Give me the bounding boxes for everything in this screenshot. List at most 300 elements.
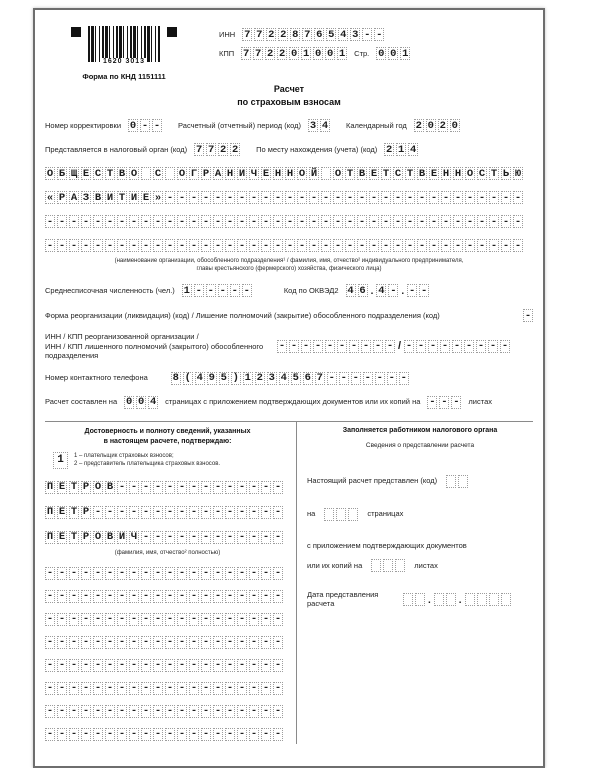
cell: -	[106, 239, 114, 252]
cell: -	[70, 728, 78, 741]
cell: -	[106, 705, 114, 718]
cell: Т	[70, 531, 78, 544]
cell: -	[386, 340, 394, 353]
pages-count-cells	[124, 396, 158, 409]
cell: -	[310, 215, 318, 228]
cell: Г	[190, 167, 198, 180]
cell: -	[478, 215, 486, 228]
cell: В	[94, 191, 102, 204]
inspector-subtitle: Сведения о представлении расчета	[365, 441, 475, 449]
cell: )	[232, 372, 239, 384]
cell-row	[45, 659, 290, 672]
cell: -	[70, 590, 78, 603]
cell	[446, 593, 456, 606]
cell: -	[514, 191, 522, 204]
cell: -	[82, 659, 90, 672]
cell: -	[302, 340, 310, 353]
kpp-row	[219, 47, 410, 60]
cell: -	[94, 636, 102, 649]
cell: 0	[378, 47, 385, 60]
cell: -	[166, 590, 174, 603]
correction-label: Номер корректировки	[45, 121, 122, 130]
cell: 1	[402, 47, 409, 60]
cell: 0	[390, 47, 397, 60]
cell: -	[202, 191, 210, 204]
period-cells	[308, 119, 330, 132]
cell-row	[45, 531, 290, 544]
cell: -	[118, 682, 126, 695]
cell: О	[94, 481, 102, 494]
cell: -	[46, 728, 54, 741]
cell-row	[45, 506, 290, 519]
cell	[446, 475, 456, 488]
period-label: Расчетный (отчетный) период (код)	[178, 121, 301, 130]
attestation-legend-line2: 2 – представитель плательщика страховых взносов.	[74, 460, 221, 467]
cell: Р	[82, 481, 90, 494]
pages-label-1: Расчет составлен на	[45, 397, 118, 407]
cell: -	[202, 659, 210, 672]
cell: -	[262, 682, 270, 695]
cell: -	[154, 481, 162, 494]
cell: -	[202, 636, 210, 649]
cell: 4	[149, 396, 157, 408]
inn-cells	[242, 28, 384, 41]
cell: Р	[82, 531, 90, 544]
cell: -	[442, 191, 450, 204]
cell: -	[106, 659, 114, 672]
year-cells	[414, 119, 460, 132]
cell: -	[298, 239, 306, 252]
cell: -	[142, 239, 150, 252]
attestation-code-row	[53, 452, 290, 469]
cell: -	[118, 659, 126, 672]
cell: -	[178, 531, 186, 544]
cell: -	[58, 705, 66, 718]
cell: -	[190, 239, 198, 252]
inspector-pages-cells	[324, 508, 358, 521]
cell: -	[166, 659, 174, 672]
cell: О	[130, 167, 138, 180]
name-caption: (фамилия, имя, отчество² полностью)	[114, 549, 221, 556]
okved-cells	[346, 284, 430, 297]
cell: Е	[82, 167, 90, 180]
attestation-title-line2: в настоящем расчете, подтверждаю:	[103, 437, 232, 445]
cell: 0	[129, 119, 137, 132]
cell: -	[130, 659, 138, 672]
inspector-copies-cells	[371, 559, 405, 572]
cell: -	[250, 590, 258, 603]
cell: С	[478, 167, 486, 180]
cell: -	[130, 590, 138, 603]
cell: -	[466, 215, 474, 228]
cell: -	[46, 659, 54, 672]
cell: -	[250, 239, 258, 252]
cell: -	[394, 191, 402, 204]
cell: -	[214, 531, 222, 544]
cell: -	[262, 728, 270, 741]
inn-label: ИНН	[219, 29, 236, 39]
cell: -	[70, 659, 78, 672]
okved-label: Код по ОКВЭД2	[283, 286, 339, 296]
cell: -	[429, 340, 437, 353]
cell: -	[178, 506, 186, 519]
cell: -	[154, 613, 162, 626]
cell: -	[262, 506, 270, 519]
cell: -	[141, 119, 149, 132]
cell: -	[465, 340, 473, 353]
reorg-kpp-cells	[404, 340, 510, 353]
reorg-innkpp-label-line2: ИНН / КПП лишенного полномочий (закрытого) обособленного	[45, 341, 264, 351]
cell: -	[178, 705, 186, 718]
cell: -	[142, 481, 150, 494]
cell: -	[490, 239, 498, 252]
cell: -	[262, 531, 270, 544]
cell: Е	[58, 481, 66, 494]
cell: -	[390, 284, 397, 297]
location-label: По месту нахождения (учета) (код)	[256, 145, 378, 154]
attach-docs-label: с приложением подтверждающих документов	[307, 540, 467, 550]
cell: -	[417, 340, 425, 353]
cell: -	[442, 215, 450, 228]
cell-row	[45, 613, 290, 626]
cell: -	[118, 215, 126, 228]
cell: 0	[137, 396, 145, 408]
cell: -	[370, 239, 378, 252]
headcount-cells	[182, 284, 252, 297]
reorg-label: Форма реорганизации (ликвидация) (код) / Лишение полномочий (закрытие) обособленного подразделения (код)	[45, 311, 440, 321]
cell	[165, 167, 175, 180]
barcode-digits: 1620 3013	[102, 58, 146, 65]
inspector-title: Заполняется работником налогового органа	[342, 426, 498, 434]
cell: -	[178, 590, 186, 603]
cell: -	[94, 239, 102, 252]
cell: А	[70, 191, 78, 204]
cell	[501, 593, 511, 606]
cell: -	[231, 284, 238, 297]
cell: 7	[304, 28, 311, 41]
cell: -	[153, 119, 161, 132]
reorg-inn-cells	[277, 340, 395, 353]
cell: -	[376, 28, 383, 41]
cell: -	[358, 239, 366, 252]
cell: -	[214, 636, 222, 649]
cell: -	[82, 590, 90, 603]
cell: (	[184, 372, 191, 384]
cell: -	[346, 191, 354, 204]
cell: -	[406, 215, 414, 228]
cell	[403, 593, 413, 606]
cell: -	[274, 682, 282, 695]
cell: -	[58, 215, 66, 228]
org-caption-line2: главы крестьянского (фермерского) хозяйства, физического лица)	[196, 266, 382, 273]
cell: -	[418, 239, 426, 252]
cell: 5	[220, 372, 227, 384]
cell: -	[178, 728, 186, 741]
cell: 7	[316, 372, 323, 384]
cell: Н	[226, 167, 234, 180]
cell: -	[262, 705, 270, 718]
cell: -	[262, 239, 270, 252]
cell: -	[238, 659, 246, 672]
cell: -	[262, 659, 270, 672]
cell: -	[94, 506, 102, 519]
cell: 1	[303, 47, 310, 60]
cell: -	[441, 340, 449, 353]
signature-blank-rows	[45, 567, 290, 741]
cell-row	[45, 167, 533, 180]
cell: -	[420, 284, 428, 297]
cell: 4	[280, 372, 287, 384]
barcode	[88, 26, 160, 65]
inspector-pages-row	[307, 508, 533, 521]
cell: -	[46, 215, 54, 228]
cell: -	[286, 191, 294, 204]
cell: -	[202, 506, 210, 519]
cell: 3	[268, 372, 275, 384]
cell: -	[70, 682, 78, 695]
cell: -	[178, 215, 186, 228]
cell: -	[274, 636, 282, 649]
cell: -	[238, 191, 246, 204]
cell: -	[274, 215, 282, 228]
cell: -	[178, 636, 186, 649]
form-title	[45, 83, 533, 108]
cell: -	[58, 636, 66, 649]
cell: Ч	[130, 531, 138, 544]
attach-count-cells	[427, 396, 461, 409]
cell: С	[94, 167, 102, 180]
cell: -	[214, 590, 222, 603]
cell: -	[142, 682, 150, 695]
cell-row	[45, 705, 290, 718]
cell: -	[154, 506, 162, 519]
cell: Н	[442, 167, 450, 180]
cell: -	[478, 191, 486, 204]
cell: 0	[327, 47, 334, 60]
phone-label: Номер контактного телефона	[45, 373, 148, 383]
cell: 3	[309, 119, 317, 132]
cell	[434, 593, 444, 606]
cell: -	[214, 567, 222, 580]
cell: -	[214, 506, 222, 519]
cell: С	[154, 167, 162, 180]
page-number-cells	[376, 47, 410, 60]
cell: -	[352, 372, 359, 384]
cell: -	[166, 728, 174, 741]
cell-row	[45, 191, 533, 204]
cell: Е	[58, 506, 66, 519]
cell: 0	[427, 119, 434, 132]
cell: -	[226, 705, 234, 718]
cell: 0	[125, 396, 133, 408]
cell: 4	[347, 284, 354, 297]
cell: -	[130, 215, 138, 228]
cell	[477, 593, 487, 606]
cell: -	[214, 191, 222, 204]
cell: -	[370, 191, 378, 204]
cell: -	[238, 215, 246, 228]
cell: -	[489, 340, 497, 353]
cell: -	[130, 506, 138, 519]
cell: -	[178, 239, 186, 252]
cell: -	[166, 705, 174, 718]
cell: -	[418, 215, 426, 228]
cell: Щ	[70, 167, 78, 180]
cell: -	[514, 215, 522, 228]
cell: -	[142, 567, 150, 580]
cell: -	[46, 613, 54, 626]
cell: 2	[268, 28, 275, 41]
cell: -	[274, 567, 282, 580]
cell: -	[94, 590, 102, 603]
cell: 7	[195, 143, 203, 156]
cell: -	[408, 284, 416, 297]
cell: -	[82, 728, 90, 741]
cell: -	[178, 191, 186, 204]
cell: -	[262, 481, 270, 494]
submission-date-row	[307, 590, 533, 609]
cell: -	[202, 481, 210, 494]
cell: 0	[451, 119, 458, 132]
cell: Т	[382, 167, 390, 180]
cell: О	[46, 167, 54, 180]
pages-label-2: страницах с приложением подтверждающих документов или их копий на	[165, 397, 421, 407]
cell: -	[274, 590, 282, 603]
cell: -	[190, 191, 198, 204]
correction-line	[45, 119, 533, 132]
cell: В	[418, 167, 426, 180]
cell-row	[45, 636, 290, 649]
cell: -	[130, 481, 138, 494]
cell: -	[58, 567, 66, 580]
cell: 1	[244, 372, 251, 384]
cell: -	[430, 215, 438, 228]
cell: О	[334, 167, 342, 180]
cell: -	[118, 636, 126, 649]
cell: 2	[231, 143, 239, 156]
cell: -	[82, 215, 90, 228]
cell: -	[82, 239, 90, 252]
cell: -	[214, 682, 222, 695]
cell: -	[454, 191, 462, 204]
cell-row	[45, 728, 290, 741]
cell: -	[262, 613, 270, 626]
cell: -	[502, 215, 510, 228]
cell: -	[374, 340, 382, 353]
cell: -	[202, 682, 210, 695]
cell: В	[106, 531, 114, 544]
cell: -	[346, 215, 354, 228]
cell: -	[405, 340, 413, 353]
cell: -	[190, 705, 198, 718]
cell	[324, 508, 334, 521]
cell: -	[226, 613, 234, 626]
cell: 4	[196, 372, 203, 384]
cell: -	[82, 682, 90, 695]
cell: -	[290, 340, 298, 353]
cell: -	[238, 728, 246, 741]
cell	[415, 593, 425, 606]
cell: -	[178, 682, 186, 695]
cell: -	[166, 531, 174, 544]
correction-cells	[128, 119, 162, 132]
cell: -	[190, 531, 198, 544]
cell: 6	[316, 28, 323, 41]
submitted-code-label: Настоящий расчет представлен (код)	[307, 476, 438, 486]
cell: -	[226, 239, 234, 252]
cell: -	[202, 590, 210, 603]
cell: -	[334, 215, 342, 228]
cell: 0	[291, 47, 298, 60]
cell: -	[250, 481, 258, 494]
cell: -	[226, 728, 234, 741]
cell: -	[250, 613, 258, 626]
cell: Т	[406, 167, 414, 180]
cell: Ч	[250, 167, 258, 180]
cell	[141, 167, 151, 180]
cell: -	[202, 728, 210, 741]
cell: -	[166, 481, 174, 494]
cell: -	[322, 215, 330, 228]
cell: -	[118, 239, 126, 252]
cell: -	[214, 705, 222, 718]
cell: -	[250, 705, 258, 718]
cell: -	[154, 705, 162, 718]
submitted-code-row	[307, 475, 533, 488]
cell: -	[442, 239, 450, 252]
cell: -	[219, 284, 226, 297]
cell: -	[430, 191, 438, 204]
cell: -	[394, 215, 402, 228]
cell: -	[358, 191, 366, 204]
cell: -	[94, 659, 102, 672]
cell: Р	[82, 506, 90, 519]
cell: -	[70, 636, 78, 649]
cell: -	[376, 372, 383, 384]
attestation-code-cell: 1	[53, 452, 68, 469]
cell: -	[338, 340, 346, 353]
cell: -	[195, 284, 202, 297]
cell: -	[250, 567, 258, 580]
cell: -	[130, 636, 138, 649]
knd-label: Форма по КНД 1151111	[82, 72, 166, 81]
cell: -	[94, 705, 102, 718]
location-cells	[384, 143, 418, 156]
cell: 7	[256, 28, 263, 41]
cell: -	[202, 531, 210, 544]
cell: -	[502, 239, 510, 252]
barcode-block	[45, 20, 203, 81]
cell: -	[154, 531, 162, 544]
bottom-section	[45, 422, 533, 744]
cell: 0	[315, 47, 322, 60]
cell: 2	[219, 143, 227, 156]
cell-row	[45, 682, 290, 695]
cell: -	[394, 239, 402, 252]
cell: -	[106, 728, 114, 741]
cell: -	[350, 340, 358, 353]
cell: -	[94, 567, 102, 580]
cell: -	[202, 567, 210, 580]
cell: 6	[304, 372, 311, 384]
cell: Е	[430, 167, 438, 180]
cell: -	[370, 215, 378, 228]
cell: -	[418, 191, 426, 204]
cell: -	[118, 506, 126, 519]
cell: -	[166, 191, 174, 204]
cell: -	[310, 239, 318, 252]
cell: -	[190, 613, 198, 626]
